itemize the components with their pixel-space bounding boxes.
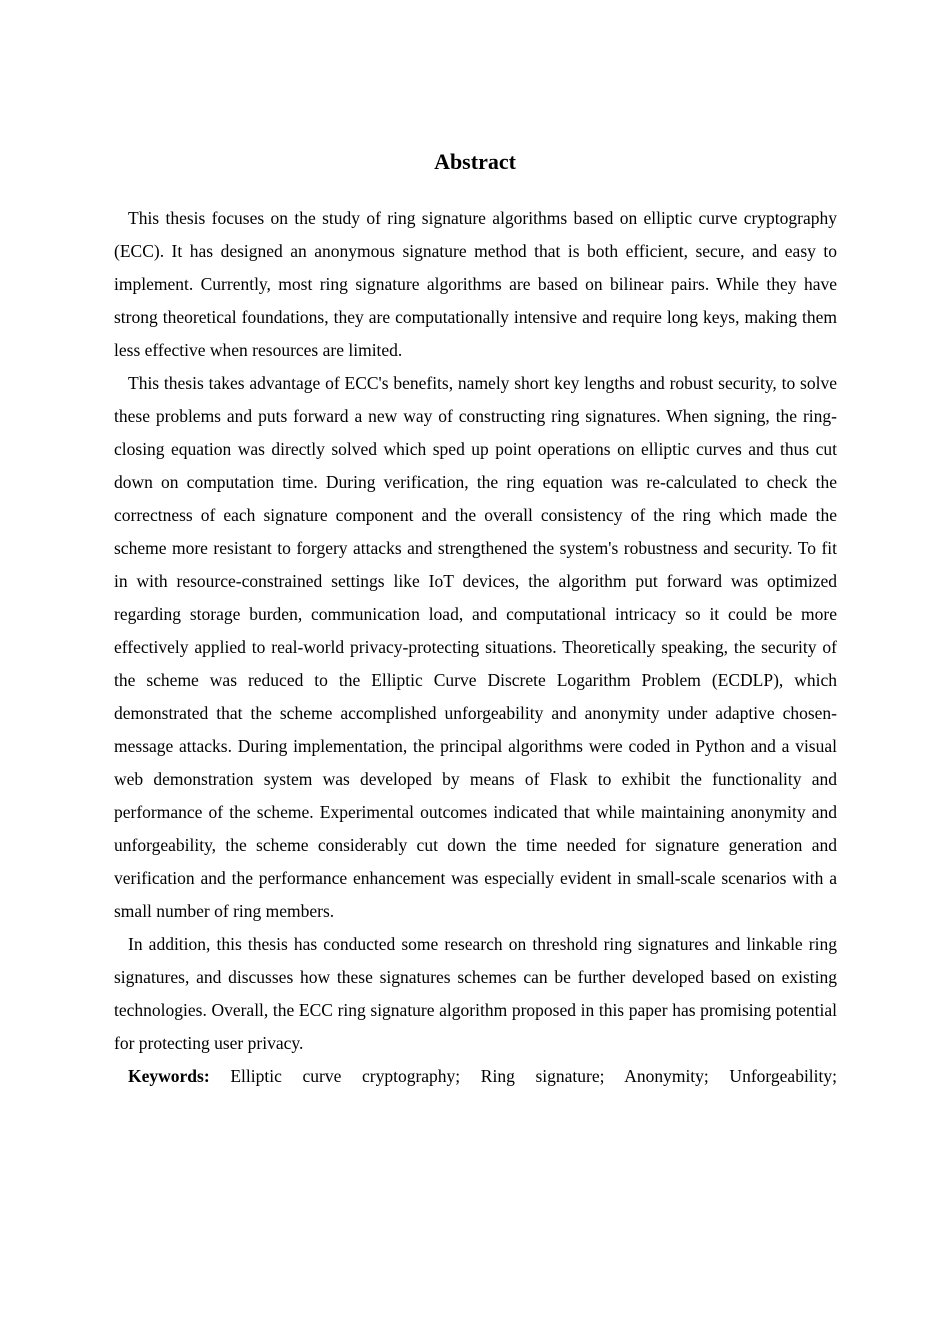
keywords-line <box>114 1060 837 1093</box>
abstract-paragraph-1: This thesis focuses on the study of ring signature algorithms based on elliptic curve cryptography (ECC). It has designed an anonymous signature method that is both efficient, secure, and easy to implement. Currently, most ring signature algorithms are based on bilinear pairs. While they have strong theoretical foundations, they are computationally intensive and require long keys, making them less effective when resources are limited. <box>114 208 837 360</box>
abstract-paragraph-3: In addition, this thesis has conducted some research on threshold ring signatures and linkable ring signatures, and discusses how these signatures schemes can be further developed based on existing technologies. Overall, the ECC ring signature algorithm proposed in this paper has promising potential for protecting user privacy. <box>114 934 837 1053</box>
abstract-body <box>114 202 837 1093</box>
abstract-title: Abstract <box>434 149 516 174</box>
keywords-list: Elliptic curve cryptography; Ring signature; Anonymity; Unforgeability; <box>230 1066 838 1086</box>
abstract-paragraph-2: This thesis takes advantage of ECC's benefits, namely short key lengths and robust security, to solve these problems and puts forward a new way of constructing ring signatures. When signing, the ring-closing equation was directly solved which sped up point operations on elliptic curves and thus cut down on computation time. During verification, the ring equation was re-calculated to check the correctness of each signature component and the overall consistency of the ring which made the scheme more resistant to forgery attacks and strengthened the system's robustness and security. To fit in with resource-constrained settings like IoT devices, the algorithm put forward was optimized regarding storage burden, communication load, and computational intricacy so it could be more effectively applied to real-world privacy-protecting situations. Theoretically speaking, the security of the scheme was reduced to the Elliptic Curve Discrete Logarithm Problem (ECDLP), which demonstrated that the scheme accomplished unforgeability and anonymity under adaptive chosen-message attacks. During implementation, the principal algorithms were coded in Python and a visual web demonstration system was developed by means of Flask to exhibit the functionality and performance of the scheme. Experimental outcomes indicated that while maintaining anonymity and unforgeability, the scheme considerably cut down the time needed for signature generation and verification and the performance enhancement was especially evident in small-scale scenarios with a small number of ring members. <box>114 373 837 921</box>
keywords-label: Keywords: <box>128 1066 210 1086</box>
